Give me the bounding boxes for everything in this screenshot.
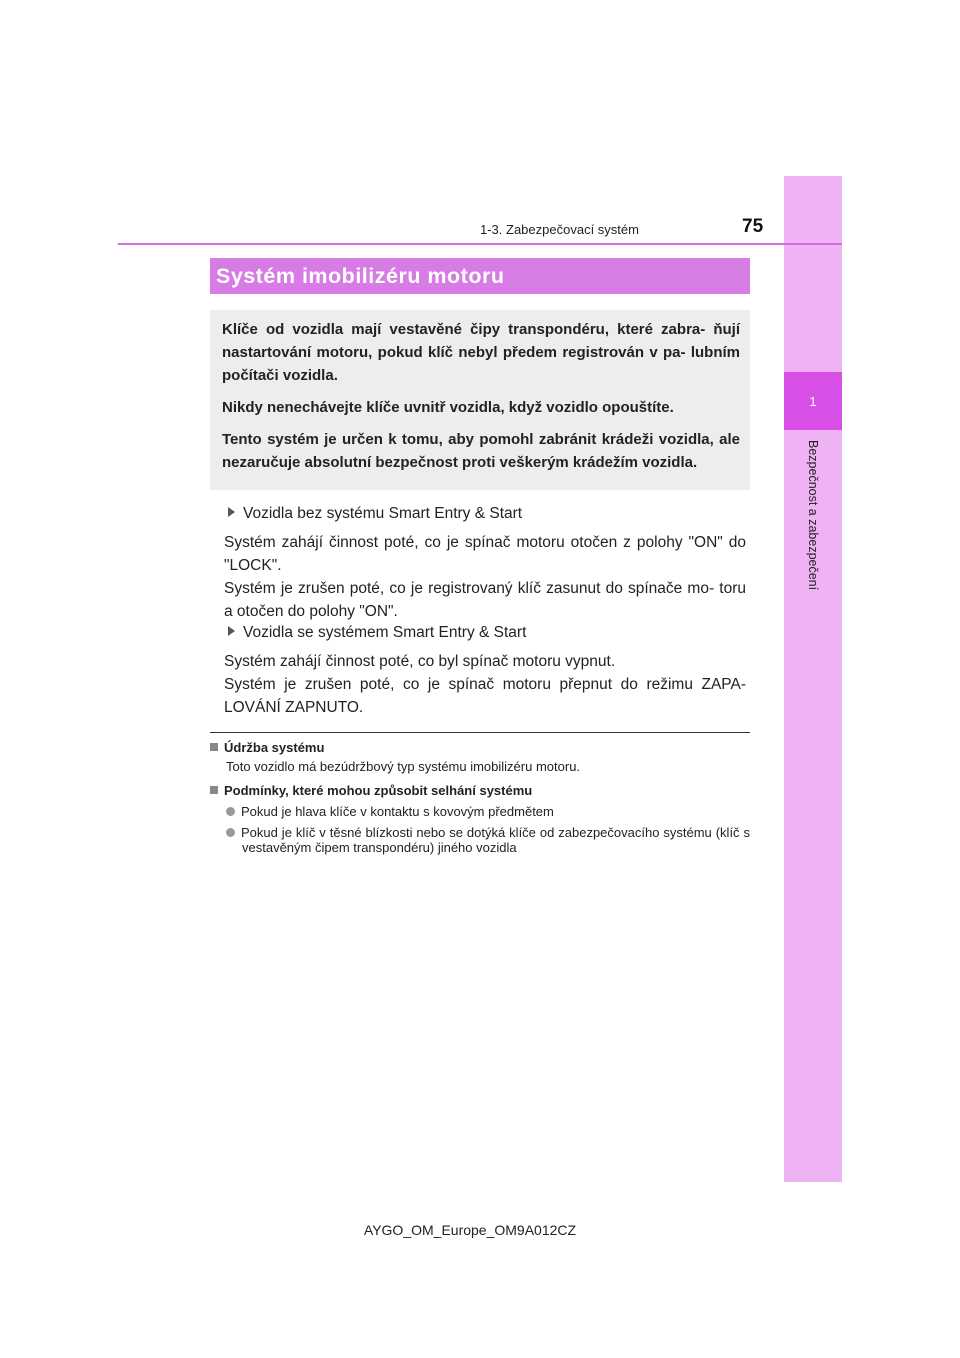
intro-paragraph: Klíče od vozidla mají vestavěné čipy transpondéru, které zabra- ňují nastartování motoru, pokud klíč nebyl předem registrován v pa- lubním počítači vozidla.	[222, 321, 740, 384]
notes-divider	[210, 732, 750, 733]
intro-paragraph: Tento systém je určen k tomu, aby pomohl zabránit krádeži vozidla, ale nezaručuje absolutní bezpečnost proti veškerým krádežím vozidla.	[222, 431, 740, 471]
square-bullet-icon	[210, 786, 218, 794]
triangle-bullet-icon	[228, 626, 235, 636]
page-number: 75	[742, 216, 764, 237]
note-maintenance: Údržba systému Toto vozidlo má bezúdržbový typ systému imobilizéru motoru.	[210, 740, 750, 774]
intro-paragraph: Nikdy nenechávejte klíče uvnitř vozidla, když vozidlo opouštíte.	[222, 399, 674, 416]
circle-bullet-icon	[226, 807, 235, 816]
footer-code: AYGO_OM_Europe_OM9A012CZ	[363, 1222, 577, 1238]
note-conditions: Podmínky, které mohou způsobit selhání systému Pokud je hlava klíče v kontaktu s kovovým předmětem Pokud je klíč v těsné blízkosti nebo se dotýká klíče od zabezpečovacího systému (klíč s vestavěným čipem transpondéru) jiného vozidla	[210, 783, 750, 855]
section-body: Systém zahájí činnost poté, co je spínač motoru otočen z polohy "ON" do "LOCK". Systém je zrušen poté, co je registrovaný klíč zasunut do spínače mo- toru a otočen do polohy "ON".	[224, 534, 746, 620]
chapter-label: Bezpečnost a zabezpečení	[806, 440, 820, 591]
bullet-heading: Vozidla bez systému Smart Entry & Start	[228, 505, 522, 523]
bullet-heading: Vozidla se systémem Smart Entry & Start	[228, 624, 526, 642]
square-bullet-icon	[210, 743, 218, 751]
circle-bullet-icon	[226, 828, 235, 837]
intro-box	[210, 310, 750, 490]
chapter-number: 1	[784, 372, 842, 430]
chapter-side-tab	[784, 176, 842, 1182]
header-divider	[118, 243, 842, 245]
section-header: 1-3. Zabezpečovací systém	[480, 222, 639, 237]
page-title: Systém imobilizéru motoru	[210, 258, 750, 294]
section-body: Systém zahájí činnost poté, co byl spínač motoru vypnut. Systém je zrušen poté, co je spínač motoru přepnut do režimu ZAPA- LOVÁNÍ ZAPNUTO.	[224, 653, 746, 716]
triangle-bullet-icon	[228, 507, 235, 517]
